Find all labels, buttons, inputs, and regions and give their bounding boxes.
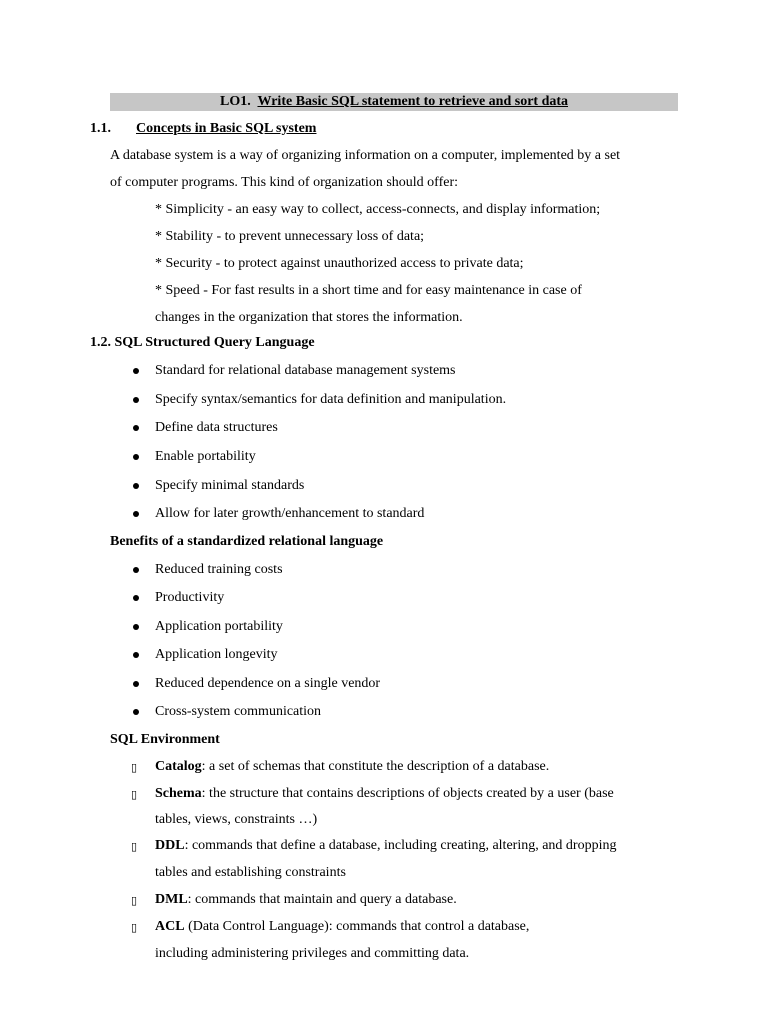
section-1-1-number: 1.1. [90,121,111,136]
bullet-dot [133,595,139,601]
bullet-dot [133,681,139,687]
offer-speed-cont: changes in the organization that stores the information. [155,310,463,325]
bullet-dot [133,483,139,489]
list-item: Specify syntax/semantics for data definition and manipulation. [155,392,507,407]
offer-simplicity: * Simplicity - an easy way to collect, access-connects, and display information; [155,202,601,217]
bullet-dot [133,709,139,715]
missing-glyph-icon: ▯ [131,840,138,853]
desc-schema: : the structure that contains descriptions of objects created by a user (base [201,786,614,801]
section-1-2-heading: 1.2. SQL Structured Query Language [90,335,315,350]
list-item: Application longevity [155,647,278,662]
list-item: Enable portability [155,449,256,464]
bullet-dot [133,624,139,630]
desc-catalog: : a set of schemas that constitute the description of a database. [201,759,550,774]
bullet-dot [133,652,139,658]
list-item-catalog [155,758,549,776]
list-item-dml [155,891,457,909]
list-item: Allow for later growth/enhancement to standard [155,506,425,521]
list-item: Cross-system communication [155,704,322,719]
lo1-prefix: LO1. [219,94,251,109]
schema-cont: tables, views, constraints …) [155,812,318,827]
intro-line-2: of computer programs. This kind of organization should offer: [110,175,458,190]
ddl-cont: tables and establishing constraints [155,865,346,880]
list-item: Define data structures [155,420,278,435]
lo1-heading [110,93,678,111]
missing-glyph-icon: ▯ [131,761,138,774]
section-1-1-title: Concepts in Basic SQL system [136,121,317,136]
list-item: Specify minimal standards [155,478,305,493]
list-item: Reduced dependence on a single vendor [155,676,381,691]
bullet-dot [133,425,139,431]
list-item-acl [155,918,529,936]
acl-cont: including administering privileges and committing data. [155,946,470,961]
offer-speed: * Speed - For fast results in a short time and for easy maintenance in case of [155,283,582,298]
bullet-dot [133,567,139,573]
missing-glyph-icon: ▯ [131,921,138,934]
desc-acl: (Data Control Language): commands that control a database, [184,919,530,934]
bullet-dot [133,368,139,374]
desc-ddl: : commands that define a database, including creating, altering, and dropping [184,838,617,853]
missing-glyph-icon: ▯ [131,788,138,801]
term-dml: DML [155,892,188,907]
bullet-dot [133,511,139,517]
section-1-1-heading [90,120,316,138]
lo1-title: Write Basic SQL statement to retrieve and sort data [257,94,569,109]
environment-heading: SQL Environment [110,732,220,747]
list-item: Productivity [155,590,225,605]
list-item-ddl [155,837,616,855]
term-ddl: DDL [155,838,185,853]
benefits-heading: Benefits of a standardized relational language [110,534,384,549]
term-acl: ACL [155,919,185,934]
desc-dml: : commands that maintain and query a database. [187,892,457,907]
intro-line-1: A database system is a way of organizing information on a computer, implemented by a set [110,148,621,163]
term-catalog: Catalog [155,759,202,774]
bullet-dot [133,397,139,403]
offer-security: * Security - to protect against unauthorized access to private data; [155,256,524,271]
list-item-schema [155,785,614,803]
term-schema: Schema [155,786,202,801]
list-item: Application portability [155,619,283,634]
bullet-dot [133,454,139,460]
offer-stability: * Stability - to prevent unnecessary loss of data; [155,229,425,244]
missing-glyph-icon: ▯ [131,894,138,907]
list-item: Standard for relational database management systems [155,363,456,378]
list-item: Reduced training costs [155,562,283,577]
